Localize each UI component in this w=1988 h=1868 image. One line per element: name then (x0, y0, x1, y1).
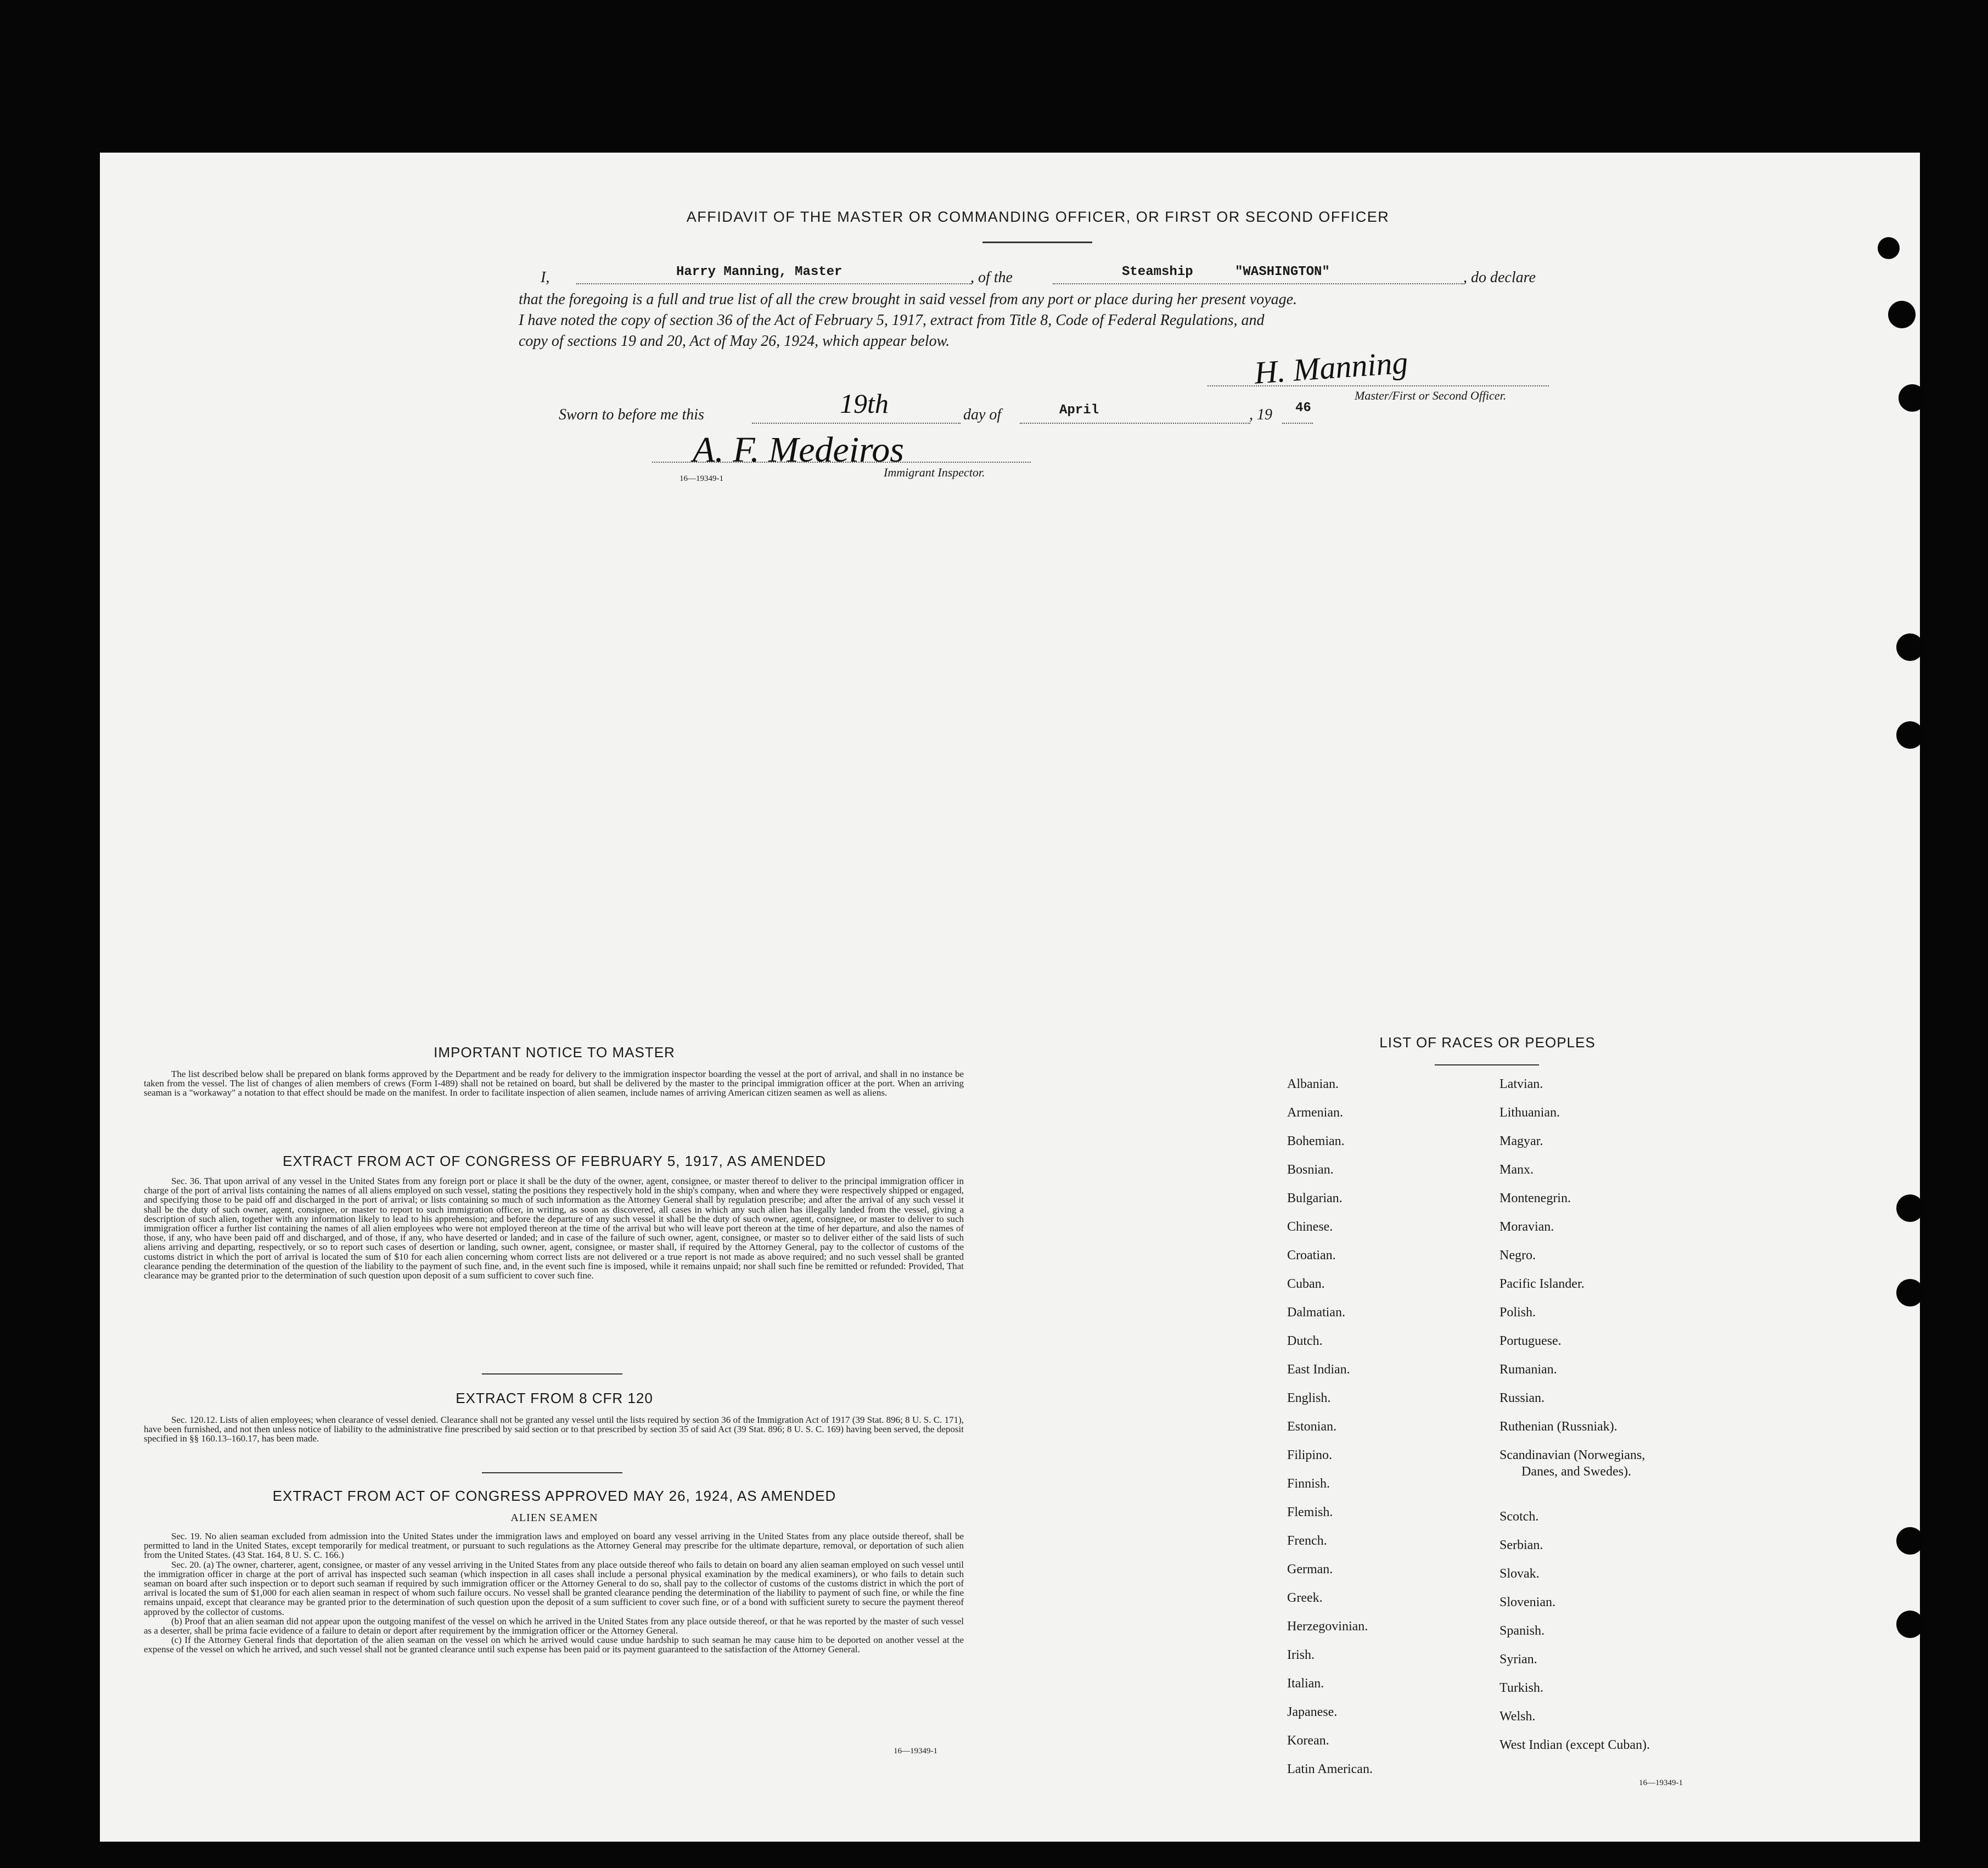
affidavit-form-number: 16—19349-1 (679, 474, 723, 483)
races-title: LIST OF RACES OR PEOPLES (1379, 1034, 1596, 1051)
race-item: Scotch. (1500, 1510, 1539, 1524)
binder-hole (1896, 1194, 1924, 1222)
race-item: Turkish. (1500, 1681, 1543, 1695)
do-declare-label: , do declare (1463, 269, 1536, 286)
race-item: Dutch. (1287, 1334, 1323, 1348)
section-divider (482, 1373, 622, 1375)
race-item: Manx. (1500, 1163, 1534, 1177)
sworn-day: 19th (840, 388, 889, 419)
extract-cfr-text (144, 1415, 964, 1444)
binder-hole (1896, 1279, 1924, 1306)
notice-paragraph: The list described below shall be prepared on blank forms approved by the Department and be ready for delivery to the immigration inspector boarding the vessel at the port of arrival, and shall in no instance be taken from the vessel. The list of changes of alien members of crews (Form I-489) shall not be retained on board, but shall be delivered by the master to the principal immigration officer at the port. When an arriving seaman is a "workaway" a notation to that effect should be made on the manifest. In order to facilitate inspection of alien seamen, include names of arriving American citizen seamen as well as aliens. (144, 1069, 964, 1098)
race-item: Polish. (1500, 1305, 1536, 1320)
race-item: Welsh. (1500, 1709, 1536, 1724)
race-item: French. (1287, 1534, 1327, 1548)
race-item: West Indian (except Cuban). (1500, 1738, 1650, 1752)
race-item: Flemish. (1287, 1505, 1333, 1519)
binder-hole (1896, 633, 1924, 661)
affidavit-line-4: copy of sections 19 and 20, Act of May 26, 1924, which appear below. (519, 333, 950, 350)
race-item: Bulgarian. (1287, 1191, 1343, 1205)
affidavit-line-1 (541, 269, 549, 287)
race-item: Croatian. (1287, 1248, 1336, 1263)
extract-1917-text (144, 1176, 964, 1280)
day-of-label: day of (963, 406, 1002, 423)
race-item: Rumanian. (1500, 1362, 1557, 1377)
race-item: Herzegovinian. (1287, 1619, 1368, 1634)
races-form-number: 16—19349-1 (1639, 1779, 1683, 1787)
race-item: Albanian. (1287, 1077, 1339, 1091)
year-prefix: , 19 (1249, 406, 1272, 423)
master-signature: H. Manning (1253, 344, 1409, 391)
binder-hole (1888, 301, 1916, 328)
race-item: Lithuanian. (1500, 1106, 1560, 1120)
race-item: Spanish. (1500, 1624, 1545, 1638)
binder-hole (1878, 237, 1900, 259)
race-item: Syrian. (1500, 1652, 1537, 1667)
race-item: Latvian. (1500, 1077, 1543, 1091)
race-item: Pacific Islander. (1500, 1277, 1585, 1291)
section-20a-paragraph: Sec. 20. (a) The owner, charterer, agent, consignee, or master of any vessel arriving in the United States from any place outside thereof who fails to detain on board any alien seaman employed on such vessel until the immigration officer in charge at the port of arrival has inspected such seaman (which inspection in all cases shall include a personal physical examination by the medical examiners), or who fails to detain such seaman on board after such inspection or to deport such seaman if required by such immigration officer or the Attorney General to do so, shall pay to the collector of customs of the customs district in which the port of arrival is located the sum of $1,000 for each alien seaman in respect of whom such failure occurs. No vessel shall be granted clearance pending the determination of the liability to payment of such fine, or while the fine remains unpaid, except that clearance may be granted prior to the determination of such question upon the deposit of a sum sufficient to cover such fine, or of a bond with sufficient surety to secure the payment thereof approved by the collector of customs. (144, 1559, 964, 1617)
race-item: Japanese. (1287, 1705, 1338, 1719)
master-signature-line (1208, 369, 1549, 386)
race-item: Bosnian. (1287, 1163, 1334, 1177)
section-120-paragraph: Sec. 120.12. Lists of alien employees; when clearance of vessel denied. Clearance shall not be granted any vessel until the lists required by section 36 of the Immigration Act of 1917 (39 Stat. 896; 8 U. S. C. 171), have been furnished, and not then unless notice of liability to the administrative fine prescribed by said section or to that prescribed by section 35 of said Act (39 Stat. 896; 8 U. S. C. 169) having been served, the deposit specified in §§ 160.13–160.17, has been made. (144, 1415, 964, 1444)
race-item: Italian. (1287, 1676, 1324, 1691)
race-item: Slovak. (1500, 1567, 1540, 1581)
affidavit-line-3: I have noted the copy of section 36 of the Act of February 5, 1917, extract from Title 8, Code of Federal Regulations, and (519, 312, 1265, 329)
race-item: Danes, and Swedes). (1521, 1465, 1631, 1479)
affidavit-line-2: that the foregoing is a full and true list of all the crew brought in said vessel from any port or place during her present voyage. (519, 291, 1298, 308)
race-item: Negro. (1500, 1248, 1536, 1263)
race-item: Dalmatian. (1287, 1305, 1345, 1320)
sworn-month-field (1020, 406, 1250, 424)
race-item: Armenian. (1287, 1106, 1343, 1120)
races-divider (1435, 1064, 1539, 1065)
race-item: Ruthenian (Russniak). (1500, 1420, 1618, 1434)
race-item: Latin American. (1287, 1762, 1373, 1776)
race-item: Moravian. (1500, 1220, 1554, 1234)
binder-hole (1896, 1527, 1924, 1555)
inspector-caption: Immigrant Inspector. (884, 465, 985, 479)
alien-seamen-subtitle: ALIEN SEAMEN (510, 1512, 598, 1524)
race-item: Filipino. (1287, 1448, 1333, 1462)
extract-1917-title: EXTRACT FROM ACT OF CONGRESS OF FEBRUARY 5, 1917, AS AMENDED (283, 1153, 826, 1169)
race-item: English. (1287, 1391, 1331, 1405)
of-the-label: , of the (970, 269, 1013, 286)
race-item: Chinese. (1287, 1220, 1333, 1234)
master-name: Harry Manning, Master (676, 265, 843, 279)
race-item: Irish. (1287, 1648, 1315, 1662)
race-item: Montenegrin. (1500, 1191, 1571, 1205)
race-item: Cuban. (1287, 1277, 1325, 1291)
title-divider (982, 242, 1092, 243)
notice-text (144, 1069, 964, 1098)
race-item: Slovenian. (1500, 1595, 1555, 1609)
binder-hole (1899, 384, 1926, 412)
race-item: Portuguese. (1500, 1334, 1562, 1348)
section-36-paragraph: Sec. 36. That upon arrival of any vessel in the United States from any foreign port or place it shall be the duty of the owner, agent, consignee, or master thereof to deliver to the principal immigration officer in charge of the port of arrival lists containing the names of all aliens employed on such vessel, stating the positions they respectively hold in the ship's company, when and where they were respectively shipped or engaged, and specifying those to be paid off and discharged in the port of arrival; or lists containing so much of such information as the Attorney General shall by regulation prescribe; and after the arrival of any such vessel it shall be the duty of such owner, agent, consignee, or master to report to such immigration officer, in writing, as soon as discovered, all cases in which any such alien has illegally landed from the vessel, giving a description of such alien, together with any information likely to lead to his apprehension; and before the departure of any such vessel it shall be the duty of such owner, agent, consignee, or master to deliver to such immigration officer a further list containing the names of all alien employees who were not employed thereon at the time of the arrival but who will leave port thereon at the time of her departure, and also the names of those, if any, who have been paid off and discharged, and of those, if any, who have deserted or landed; and in case of the failure of such owner, agent, consignee, or master so to deliver either of the said lists of such aliens arriving and departing, respectively, or so to report such cases of desertion or landing, such owner, agent, consignee, or master shall, if required by the Attorney General, pay to the collector of customs of the customs district in which the port of arrival is located the sum of $10 for each alien concerning whom correct lists are not delivered or a true report is not made as above required; and no such vessel shall be granted clearance pending the determination of the question of the liability to the payment of such fine, and, in the event such fine is imposed, while it remains unpaid; nor shall such fine be remitted or refunded: Provided, That clearance may be granted prior to the determination of such question upon deposit of a sum sufficient to cover such fine. (144, 1176, 964, 1281)
race-item: Finnish. (1287, 1477, 1330, 1491)
race-item: Serbian. (1500, 1538, 1543, 1552)
year-suffix: 46 (1295, 401, 1311, 416)
extract-cfr-title: EXTRACT FROM 8 CFR 120 (456, 1390, 653, 1406)
binder-hole (1896, 721, 1924, 749)
affidavit-title: AFFIDAVIT OF THE MASTER OR COMMANDING OFFICER, OR FIRST OR SECOND OFFICER (686, 209, 1390, 225)
binder-hole (1896, 1611, 1924, 1638)
vessel-type: Steamship (1122, 265, 1193, 279)
race-item: Scandinavian (Norwegians, (1500, 1448, 1646, 1462)
section-20b-paragraph: (b) Proof that an alien seaman did not appear upon the outgoing manifest of the vessel on which he arrived in the United States from any place outside thereof, or that he was reported by the master of such vessel as a deserter, shall be prima facie evidence of a failure to detain or deport after requirement by the immigration officer or the Attorney General. (144, 1615, 964, 1636)
inspector-signature: A. F. Medeiros (693, 430, 904, 470)
vessel-name: "WASHINGTON" (1235, 265, 1330, 279)
master-caption: Master/First or Second Officer. (1355, 389, 1507, 402)
inspector-signature-line (652, 447, 1031, 463)
race-item: East Indian. (1287, 1362, 1350, 1377)
race-item: Korean. (1287, 1734, 1329, 1748)
extract-1924-title: EXTRACT FROM ACT OF CONGRESS APPROVED MAY 26, 1924, AS AMENDED (272, 1488, 836, 1504)
notice-title: IMPORTANT NOTICE TO MASTER (434, 1044, 675, 1061)
extract-form-number: 16—19349-1 (894, 1747, 937, 1755)
section-20c-paragraph: (c) If the Attorney General finds that deportation of the alien seaman on the vessel on which he arrived would cause undue hardship to such seaman he may cause him to be deported on another vessel at the expense of the vessel on which he arrived, and such vessel shall not be granted clearance until such expense has been paid or its payment guaranteed to the satisfaction of the Attorney General. (144, 1635, 964, 1655)
race-item: Bohemian. (1287, 1134, 1345, 1148)
race-item: Magyar. (1500, 1134, 1543, 1148)
race-item: Greek. (1287, 1591, 1323, 1605)
race-item: Estonian. (1287, 1420, 1336, 1434)
sworn-month: April (1059, 403, 1099, 418)
declare-prefix: I, (541, 269, 550, 286)
section-19-paragraph: Sec. 19. No alien seaman excluded from admission into the United States under the immigration laws and employed on board any vessel arriving in the United States from any place outside thereof, shall be permitted to land in the United States, except temporarily for medical treatment, or pursuant to such regulations as the Attorney General may prescribe for the ultimate departure, removal, or deportation of such alien from the United States. (43 Stat. 164, 8 U. S. C. 166.) (144, 1531, 964, 1561)
race-item: Russian. (1500, 1391, 1545, 1405)
extract-1924-text (144, 1532, 964, 1654)
sworn-label: Sworn to before me this (559, 406, 704, 423)
race-item: German. (1287, 1562, 1333, 1577)
section-divider (482, 1472, 622, 1473)
